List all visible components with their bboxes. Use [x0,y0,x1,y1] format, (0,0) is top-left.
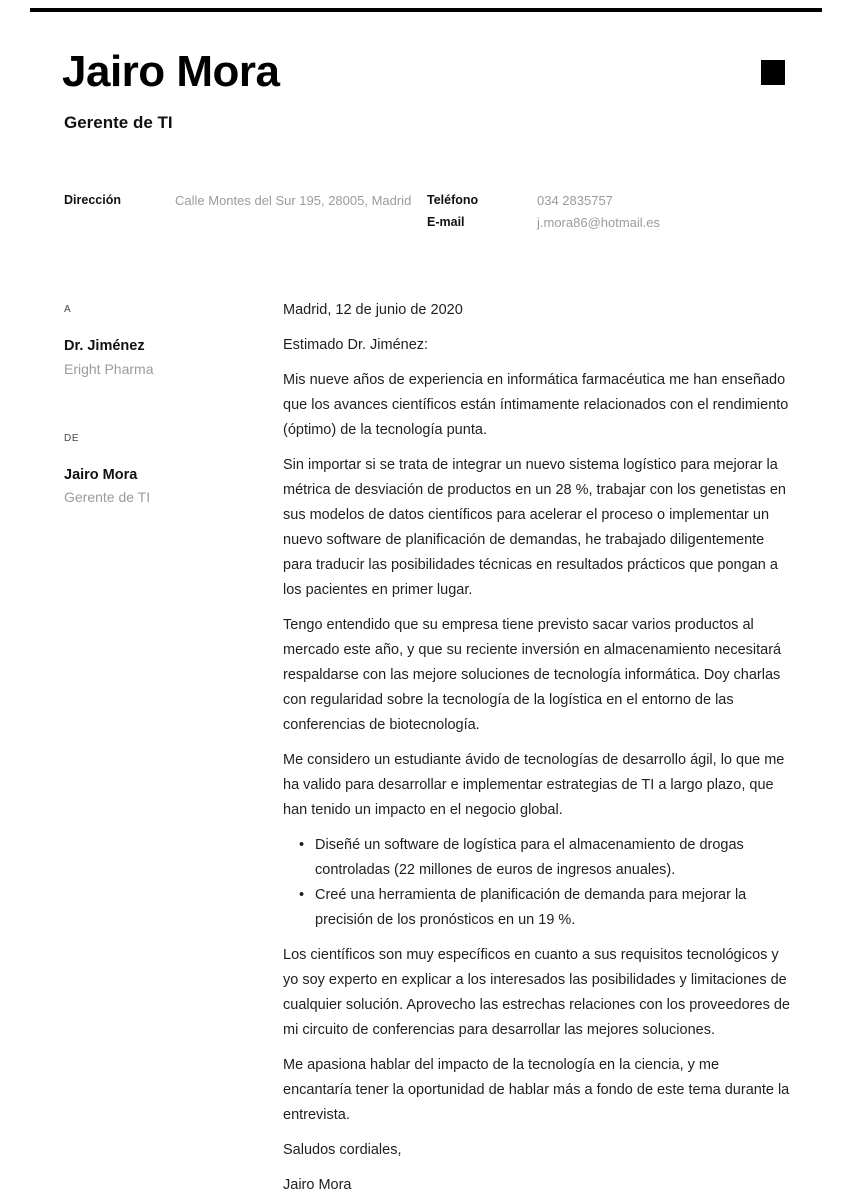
recipient-label: A [64,304,72,315]
letter-paragraph: Tengo entendido que su empresa tiene previsto sacar varios productos al mercado este año, y que su reciente inversión en almacenamiento necesitará respaldarse con las mejore soluciones de tecnología informática. Doy charlas con regularidad sobre la tecnología de la logística en el entorno de las conferencias de biotecnología. [283,617,782,733]
achievement-item: • Creé una herramienta de planificación de demanda para mejorar la precisión de los pronósticos en un 19 %. [283,883,790,933]
page-title: Jairo Mora [62,47,280,96]
letter-signoff: Saludos cordiales, [283,1142,402,1158]
sender-role: Gerente de TI [64,489,151,505]
job-title: Gerente de TI [64,113,173,132]
letter-paragraph: Me apasiona hablar del impacto de la tecnología en la ciencia, y me encantaría tener la oportunidad de hablar más a fondo de este tema durante la entrevista. [283,1057,790,1123]
sender-label: DE [64,433,80,444]
letter-signature: Jairo Mora [283,1177,352,1193]
email-label: E-mail [427,215,465,229]
address-value: Calle Montes del Sur 195, 28005, Madrid [175,193,412,208]
phone-value: 034 2835757 [537,193,613,208]
letter-salutation: Estimado Dr. Jiménez: [283,337,429,353]
recipient-name: Dr. Jiménez [64,338,145,354]
phone-label: Teléfono [427,193,479,207]
letter-paragraph: Mis nueve años de experiencia en informática farmacéutica me han enseñado que los avances científicos están íntimamente relacionados con el rendimiento (óptimo) de la tecnología punta. [283,372,789,438]
letter-paragraph: Me considero un estudiante ávido de tecnologías de desarrollo ágil, lo que me ha valido para desarrollar e implementar estrategias de TI a largo plazo, que han tenido un impacto en el negocio global. [283,752,785,818]
top-accent-bar [30,8,822,12]
address-label: Dirección [64,193,121,207]
recipient-company: Eright Pharma [64,361,154,377]
accent-square [761,60,785,85]
email-value: j.mora86@hotmail.es [537,215,661,230]
letter-date: Madrid, 12 de junio de 2020 [283,302,463,318]
achievement-item: • Diseñé un software de logística para el almacenamiento de drogas controladas (22 millones de euros de ingresos anuales). [283,833,790,883]
achievements-list [283,833,790,933]
letter-paragraph: Los científicos son muy específicos en cuanto a sus requisitos tecnológicos y yo soy experto en explicar a los interesados las posibilidades y limitaciones de cualquier solución. Aprovecho las estrechas relaciones con los proveedores de mi circuito de conferencias para desarrollar las mejores soluciones. [283,947,790,1038]
letter-body [283,298,790,1204]
sender-name: Jairo Mora [64,467,138,483]
letter-paragraph: Sin importar si se trata de integrar un nuevo sistema logístico para mejorar la métrica de desviación de productos en un 28 %, trabajar con los genetistas en sus modelos de datos científicos para acelerar el proceso o implementar un nuevo software de planificación de demandas, he trabajado diligentemente para traducir las posibilidades técnicas en resultados prácticos que pongan a los pacientes en primer lugar. [283,457,786,598]
